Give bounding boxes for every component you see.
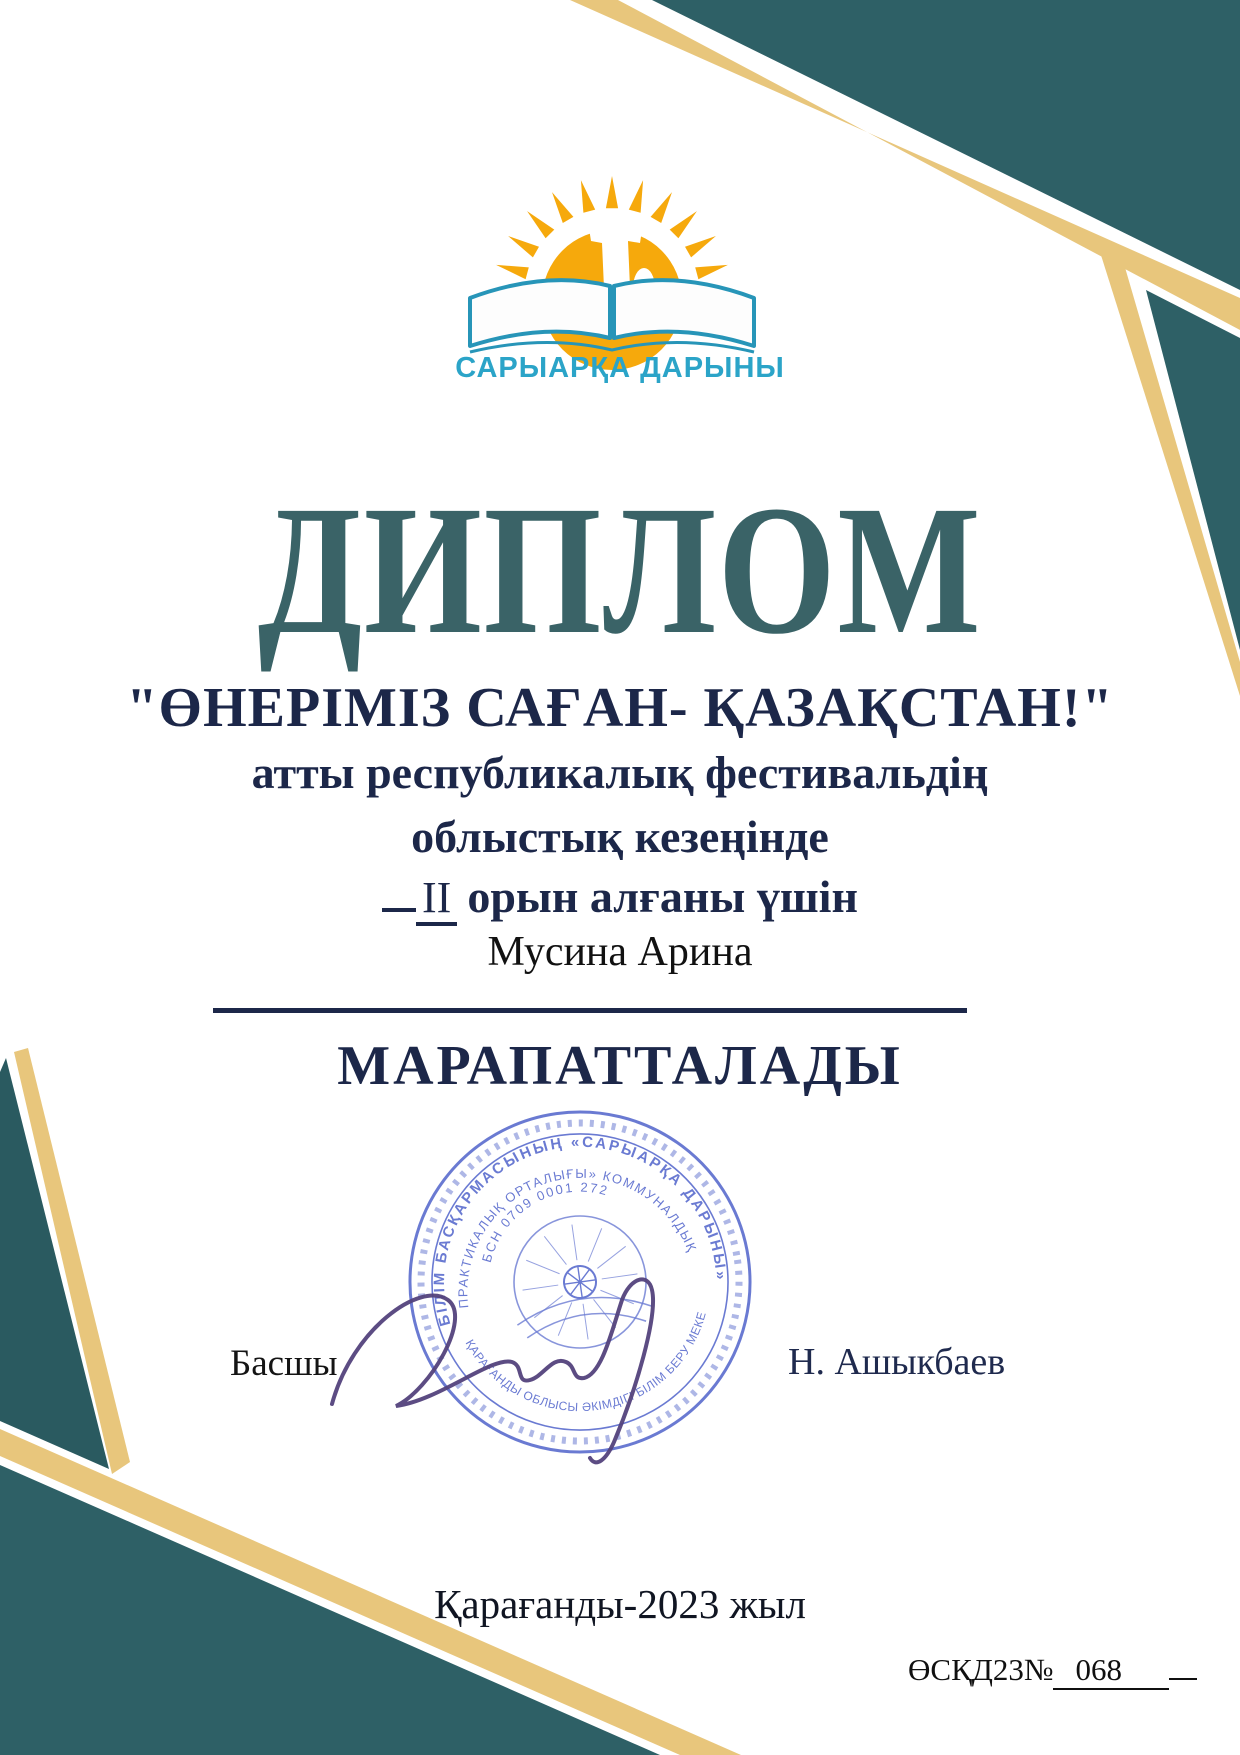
stamp-arc-bottom-text: ҚАРАҒАНДЫ ОБЛЫСЫ ӘКІМДІГІ БІЛІМ БЕРУ МЕКЕМЕСІ	[462, 1309, 709, 1415]
signer-role-label: Басшы	[230, 1343, 338, 1384]
recipient-name-rule	[213, 1008, 967, 1013]
serial-number-line	[908, 1652, 1197, 1690]
award-word: МАРАПАТТАЛАДЫ	[337, 1035, 903, 1097]
stamp-bin-text: БСН 0709 0001 272	[478, 1179, 611, 1265]
serial-number: 068	[1053, 1652, 1169, 1690]
serial-underline-tail	[1169, 1678, 1197, 1680]
place-value: II	[416, 873, 457, 926]
signer-name: Н. Ашыкбаев	[788, 1341, 1006, 1383]
place-line	[0, 870, 1240, 923]
event-name-line: "ӨНЕРІМІЗ САҒАН- ҚАЗАҚСТАН!"	[126, 677, 1114, 739]
org-logo	[470, 176, 754, 370]
city-year-line: Қарағанды-2023 жыл	[434, 1581, 806, 1627]
place-line-text: орын алғаны үшін	[467, 871, 858, 922]
diploma-title: ДИПЛОМ	[257, 468, 983, 673]
event-description-line: атты республикалық фестивальдің	[251, 747, 989, 798]
stamp-arc-middle-text: ПРАКТИКАЛЫҚ ОРТАЛЫҒЫ» КОММУНАЛДЫҚ	[455, 1165, 700, 1310]
org-logo-wordmark: САРЫАРҚА ДАРЫНЫ	[455, 352, 785, 384]
stamp-arc-top-text: БІЛІМ БАСҚАРМАСЫНЫҢ «САРЫАРҚА ДАРЫНЫ»	[430, 1133, 730, 1328]
place-underline-left	[382, 908, 416, 912]
serial-label: ӨСҚД23№	[908, 1652, 1054, 1687]
event-stage-line: облыстық кезеңінде	[411, 811, 829, 862]
recipient-name: Мусина Арина	[487, 929, 753, 975]
